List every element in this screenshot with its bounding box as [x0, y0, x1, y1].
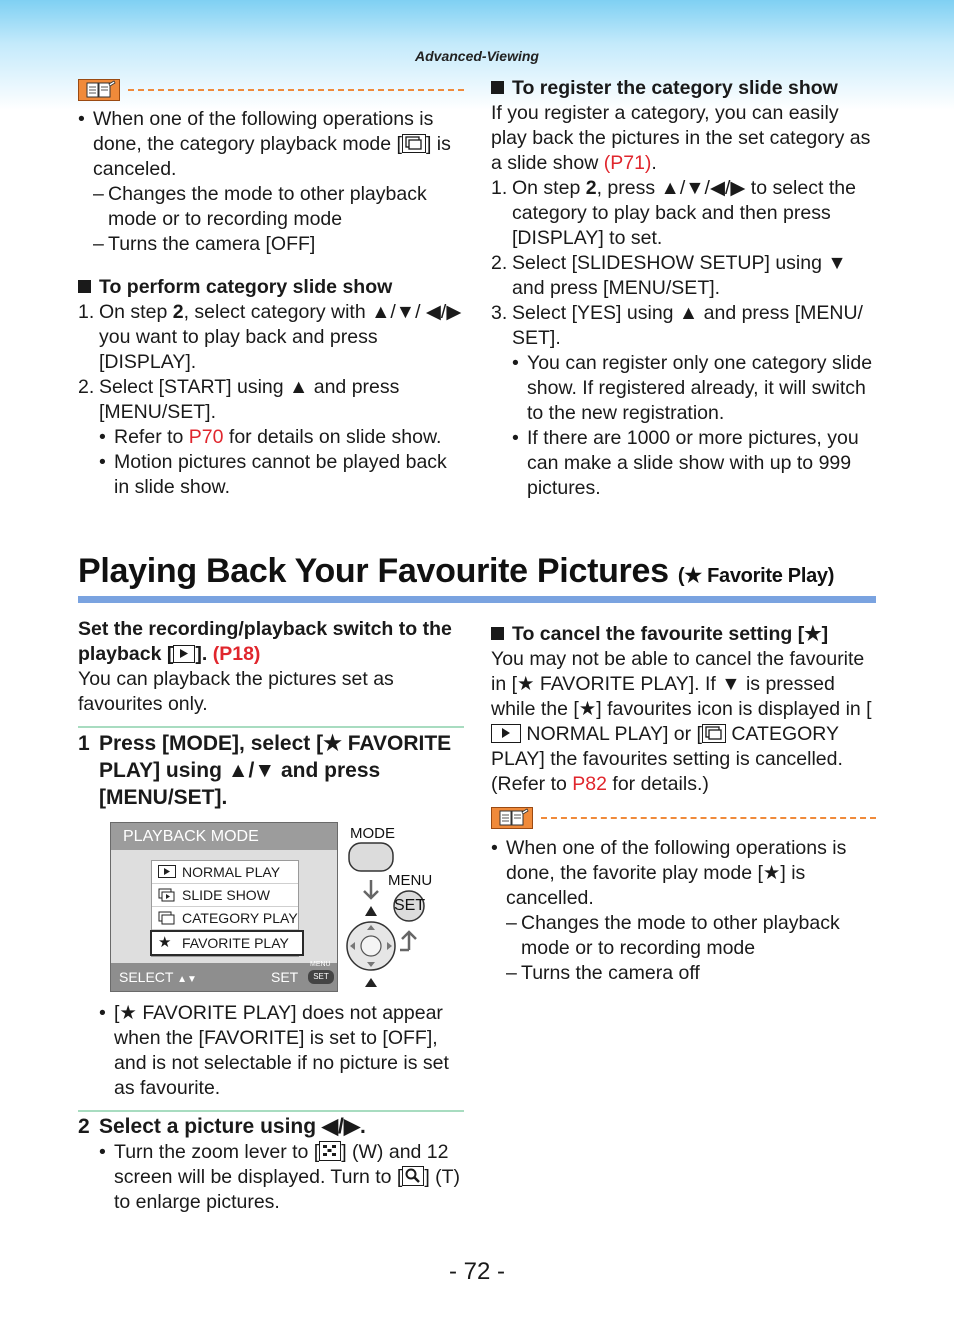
- note-divider-2: [541, 817, 876, 819]
- heading-square-icon: [491, 81, 504, 94]
- category-play-icon: [702, 724, 726, 743]
- step-divider-2: [78, 1110, 464, 1112]
- step-1: [78, 730, 464, 811]
- perform-bullet-1: • Refer to P70 for details on slide show.: [99, 425, 464, 450]
- playback-icon: [173, 645, 195, 663]
- register-heading: To register the category slide show: [491, 76, 876, 101]
- down-arrow-icon: [364, 880, 378, 898]
- step-2-text: Select a picture using ◀/▶.: [99, 1115, 366, 1138]
- playback-mode-menu: [110, 822, 338, 992]
- note-dash-4: – Turns the camera off: [506, 961, 876, 986]
- intro-instruction: Set the recording/playback switch to the playback [ ]. (P18): [78, 618, 452, 665]
- menu-title: PLAYBACK MODE: [111, 823, 337, 850]
- register-bullet-1: • You can register only one category slide show. If registered already, it will switch to the new registration.: [512, 351, 876, 426]
- register-step-2: 2. Select [SLIDESHOW SETUP] using ▼ and press [MENU/SET].: [491, 252, 847, 299]
- category-play-icon: [158, 911, 176, 925]
- perform-step-2: 2. Select [START] using ▲ and press [MENU/SET].: [78, 376, 400, 423]
- step-1-text: Press [MODE], select [★ FAVORITE PLAY] using ▲/▼ and press [MENU/SET].: [99, 732, 452, 809]
- step-2-number: 2: [78, 1115, 90, 1138]
- up-triangle-icon: [365, 906, 377, 916]
- title-underline: [78, 596, 876, 603]
- link-p18[interactable]: (P18): [212, 643, 261, 665]
- menu-item-category-play[interactable]: CATEGORY PLAY: [152, 907, 298, 930]
- menu-badge-label: MENU: [310, 961, 331, 968]
- register-bullet-2: • If there are 1000 or more pictures, you can make a slide show with up to 999 pictures.: [512, 426, 876, 501]
- note-divider: [128, 89, 464, 91]
- register-step-1: 1. On step 2, press ▲/▼/◀/▶ to select the category to play back and then press [DISPLAY] to set.: [491, 177, 856, 249]
- note-dash-1: – Changes the mode to other playback mode or to recording mode: [93, 182, 464, 232]
- select-label: SELECT ▲▼: [119, 969, 197, 985]
- menu-label: MENU: [388, 872, 433, 889]
- playback-icon: [491, 724, 521, 743]
- star-icon: ★: [158, 934, 172, 951]
- step-2: [78, 1113, 464, 1140]
- heading-square-icon: [491, 627, 504, 640]
- note-book-icon: [491, 807, 533, 829]
- note-dash-2: – Turns the camera [OFF]: [93, 232, 464, 257]
- perform-heading: To perform category slide show: [78, 275, 464, 300]
- center-button[interactable]: [361, 936, 381, 956]
- note-bullet: • When one of the following operations is done, the category playback mode [ ] is canceled.: [78, 107, 464, 182]
- step-2-note: [78, 1140, 464, 1215]
- favorite-intro: [78, 617, 464, 717]
- updown-icon: ▲▼: [177, 974, 197, 985]
- perform-section: [78, 275, 464, 500]
- menu-item-normal-play[interactable]: NORMAL PLAY: [152, 861, 298, 884]
- step-1-number: 1: [78, 732, 90, 755]
- register-intro: If you register a category, you can easily play back the pictures in the set category as a slide show (P71).: [491, 102, 871, 174]
- cancel-section: [491, 622, 876, 797]
- set-label: SET: [271, 969, 299, 985]
- play-icon: [158, 865, 176, 878]
- menu-panel: [111, 850, 337, 963]
- multi-screen-icon: [319, 1141, 341, 1161]
- register-section: [491, 76, 876, 501]
- down-triangle-icon: [365, 978, 377, 987]
- cancel-heading: To cancel the favourite setting [★]: [491, 622, 876, 647]
- menu-footer: [111, 963, 337, 991]
- set-badge: SET: [308, 970, 334, 984]
- step-1-bullet: • [★ FAVORITE PLAY] does not appear when the [FAVORITE] is set to [OFF], and is not selectable if no picture is set as favourite.: [99, 1001, 464, 1101]
- note-dash-3: – Changes the mode to other playback mode or to recording mode: [506, 911, 876, 961]
- register-step-3: 3. Select [YES] using ▲ and press [MENU/ SET].: [491, 302, 863, 349]
- link-p82[interactable]: P82: [572, 773, 607, 795]
- perform-step-1: 1. On step 2, select category with ▲/▼/ ◀/▶ you want to play back and press [DISPLAY].: [78, 301, 462, 373]
- menu-item-slide-show[interactable]: SLIDE SHOW: [152, 884, 298, 907]
- up-arrow-icon: [400, 932, 416, 950]
- page-title: Playing Back Your Favourite Pictures (★ Favorite Play): [78, 552, 835, 590]
- category-play-icon: [402, 134, 426, 153]
- menu-item-favorite-play[interactable]: ★ FAVORITE PLAY: [150, 930, 304, 956]
- step-divider: [78, 726, 464, 728]
- page-number: - 72 -: [448, 1258, 505, 1285]
- camera-buttons-diagram: [340, 840, 450, 992]
- note-book-icon: [78, 79, 120, 101]
- step-1-note: [78, 1001, 464, 1101]
- slideshow-icon: [158, 888, 176, 902]
- bottom-right-note: [491, 836, 876, 986]
- link-p71[interactable]: (P71): [603, 152, 652, 174]
- top-left-note: [78, 107, 464, 257]
- note-bullet-2: • When one of the following operations is done, the favorite play mode [★] is cancelled.: [491, 836, 876, 911]
- section-label: Advanced-Viewing: [415, 48, 539, 64]
- mode-label: MODE: [350, 825, 395, 842]
- mode-button[interactable]: [349, 843, 393, 871]
- magnifier-icon: [402, 1166, 424, 1186]
- cancel-body: You may not be able to cancel the favourite in [★ FAVORITE PLAY]. If ▼ is pressed while the [★] favourites icon is displayed in [ NORMAL PLAY] or [ CATEGORY PLAY] the favourites setting is cancelled. (Refer to P82 for details.): [491, 648, 872, 795]
- heading-square-icon: [78, 280, 91, 293]
- link-p70[interactable]: P70: [188, 426, 224, 448]
- menu-list: [151, 860, 299, 957]
- intro-plain: You can playback the pictures set as favourites only.: [78, 668, 394, 715]
- perform-bullet-2: • Motion pictures cannot be played back in slide show.: [99, 450, 464, 500]
- step-2-bullet: • Turn the zoom lever to [ ] (W) and 12 screen will be displayed. Turn to [ ] (T) to enlarge pictures.: [99, 1140, 464, 1215]
- page-subtitle: (★ Favorite Play): [677, 565, 835, 587]
- set-label-button: SET: [394, 897, 426, 914]
